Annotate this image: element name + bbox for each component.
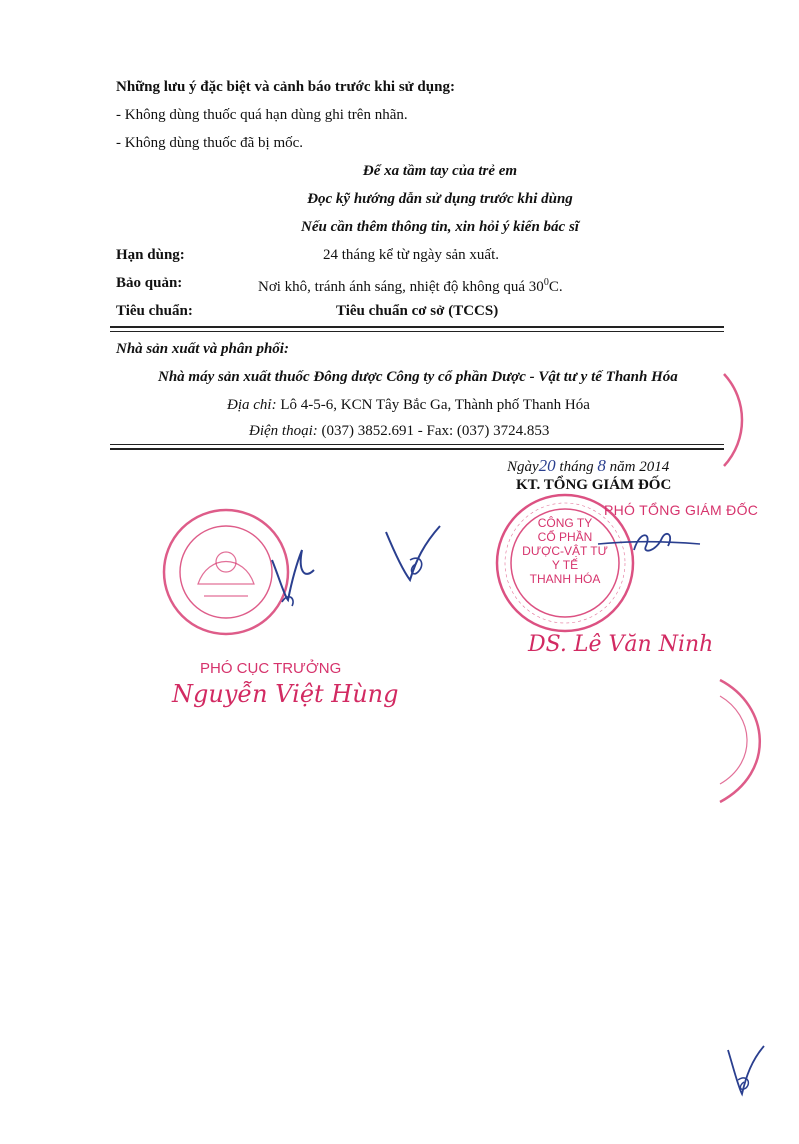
seal-line: THANH HÓA — [529, 572, 601, 586]
signature-right-icon — [590, 520, 710, 560]
notice-children: Để xa tầm tay của trẻ em — [362, 163, 518, 179]
edge-stamp-top-icon — [700, 370, 760, 470]
storage-value-unit: C. — [548, 279, 563, 295]
standard-value: Tiêu chuẩn cơ sở (TCCS) — [336, 303, 499, 319]
left-signatory-name: Nguyễn Việt Hùng — [172, 680, 399, 708]
deputy-title: PHÓ TỔNG GIÁM ĐỐC — [604, 502, 759, 518]
phone-label: Điện thoại: — [249, 423, 318, 439]
storage-value — [258, 274, 563, 296]
shelf-life-label: Hạn dùng: — [116, 247, 185, 263]
seal-line: CÔNG TY — [537, 516, 593, 530]
edge-stamp-bottom-icon — [700, 676, 780, 806]
divider — [110, 326, 724, 328]
manufacturer-name: Nhà máy sản xuất thuốc Đông dược Công ty cổ phần Dược - Vật tư y tế Thanh Hóa — [158, 369, 678, 385]
month-handwritten: 8 — [597, 456, 606, 475]
notice-read-instructions: Đọc kỹ hướng dẫn sử dụng trước khi dùng — [307, 191, 573, 207]
signatory-title: KT. TỔNG GIÁM ĐỐC — [516, 477, 672, 493]
storage-value-degree: 0 — [543, 277, 549, 288]
notice-ask-doctor: Nếu cần thêm thông tin, xin hỏi ý kiến bác sĩ — [301, 219, 579, 235]
left-signatory-title: PHÓ CỤC TRƯỞNG — [200, 660, 342, 677]
signatory-name: DS. Lê Văn Ninh — [528, 632, 714, 657]
signing-date — [507, 457, 669, 476]
phone-value: (037) 3852.691 - Fax: (037) 3724.853 — [317, 423, 550, 439]
month-label: tháng — [559, 459, 594, 475]
standard-label: Tiêu chuẩn: — [116, 303, 193, 319]
divider — [110, 448, 724, 450]
divider — [110, 444, 724, 445]
seal-line: DƯỢC-VẬT TƯ — [522, 544, 608, 558]
signature-left-icon — [262, 540, 322, 610]
storage-label: Bảo quản: — [116, 275, 183, 291]
divider — [110, 331, 724, 332]
warning-item: - Không dùng thuốc đã bị mốc. — [116, 135, 304, 151]
shelf-life-value: 24 tháng kể từ ngày sản xuất. — [323, 247, 500, 263]
manufacturer-address — [227, 396, 590, 414]
address-label: Địa chỉ: — [227, 397, 277, 413]
year: 2014 — [639, 459, 670, 475]
manufacturer-heading: Nhà sản xuất và phân phối: — [116, 341, 289, 357]
year-label: năm — [609, 459, 636, 475]
warning-item: - Không dùng thuốc quá hạn dùng ghi trên nhãn. — [116, 107, 408, 123]
seal-line: Y TẾ — [551, 558, 579, 572]
address-value: Lô 4-5-6, KCN Tây Bắc Ga, Thành phố Thanh Hóa — [276, 397, 590, 413]
warnings-heading: Những lưu ý đặc biệt và cảnh báo trước khi sử dụng: — [116, 79, 455, 95]
day-label: Ngày — [507, 459, 539, 475]
initial-mark-icon — [380, 520, 450, 590]
manufacturer-phone — [249, 422, 549, 440]
page-initial-icon — [722, 1040, 772, 1100]
storage-value-text: Nơi khô, tránh ánh sáng, nhiệt độ không quá 30 — [258, 279, 544, 295]
seal-line: CỔ PHẦN — [537, 530, 593, 544]
day-handwritten: 20 — [538, 456, 556, 475]
